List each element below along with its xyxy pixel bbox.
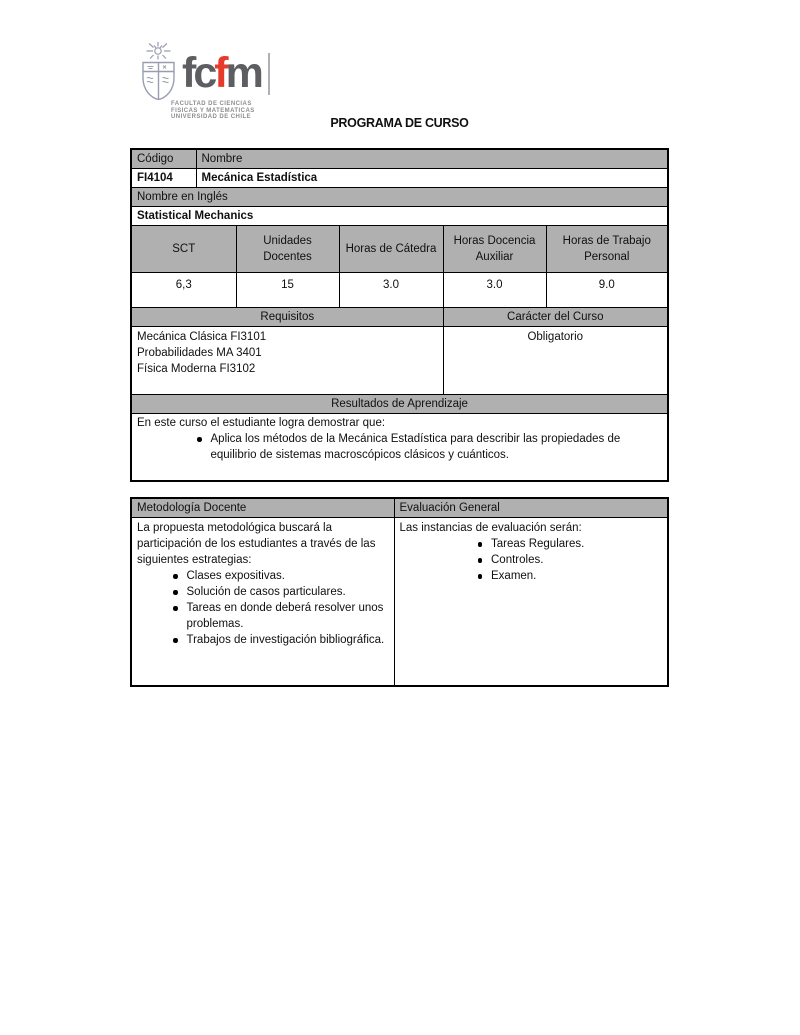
faculty-line: FACULTAD DE CIENCIAS [171, 101, 252, 107]
bullet-icon [478, 574, 483, 579]
list-item [173, 584, 389, 600]
bullet-text: Examen. [491, 570, 537, 582]
horas-catedra-header-cell: Horas de Cátedra [339, 226, 443, 273]
sct-header-cell: SCT [131, 226, 236, 273]
requisito-line: Física Moderna FI3102 [137, 363, 256, 375]
logo-letter-m: m [225, 49, 261, 97]
bullet-icon [478, 558, 483, 563]
logo-letters-fc: fc [182, 49, 215, 97]
university-crest-icon [135, 41, 182, 106]
table-row [131, 518, 668, 687]
codigo-header-cell: Código [131, 149, 196, 169]
evaluacion-value-cell [394, 518, 668, 687]
metodologia-header-cell: Metodología Docente [131, 498, 394, 518]
list-item [478, 536, 663, 552]
logo-letter-f-red: f [214, 49, 226, 97]
list-item [197, 431, 660, 463]
table-row [131, 273, 668, 308]
bullet-text: Aplica los métodos de la Mecánica Estadística para describir las propiedades de equilibrio de sistemas macroscópicos clásicos y cuánticos. [210, 433, 621, 461]
bullet-icon [173, 574, 178, 579]
course-info-table [130, 148, 669, 482]
unidades-docentes-value-cell: 15 [236, 273, 339, 308]
requisito-line: Mecánica Clásica FI3101 [137, 331, 267, 343]
table-row [131, 498, 668, 518]
table-row [131, 395, 668, 414]
requisitos-value-cell [131, 327, 443, 395]
unidades-docentes-header-cell: Unidades Docentes [236, 226, 339, 273]
nombre-ingles-value-cell: Statistical Mechanics [131, 207, 668, 226]
caracter-header-cell: Carácter del Curso [443, 308, 668, 327]
horas-catedra-value-cell: 3.0 [339, 273, 443, 308]
metodologia-intro: La propuesta metodológica buscará la participación de los estudiantes a través de las siguientes estrategias: [137, 522, 376, 566]
list-item [173, 600, 389, 632]
horas-docencia-header-cell: Horas Docencia Auxiliar [443, 226, 546, 273]
logo-divider [268, 53, 270, 95]
fcfm-logo [182, 50, 270, 96]
table-row [131, 188, 668, 207]
horas-trabajo-header-cell: Horas de Trabajo Personal [546, 226, 668, 273]
codigo-value-cell: FI4104 [131, 169, 196, 188]
nombre-header-cell: Nombre [196, 149, 668, 169]
list-item [478, 552, 663, 568]
table-row [131, 414, 668, 482]
metodologia-value-cell [131, 518, 394, 687]
bullet-icon [173, 606, 178, 611]
bullet-icon [173, 638, 178, 643]
bullet-text: Solución de casos particulares. [186, 586, 346, 598]
bullet-text: Controles. [491, 554, 544, 566]
caracter-value-cell: Obligatorio [443, 327, 668, 395]
requisito-line: Probabilidades MA 3401 [137, 347, 262, 359]
list-item [173, 568, 389, 584]
bullet-text: Tareas en donde deberá resolver unos problemas. [186, 602, 384, 630]
table-row [131, 308, 668, 327]
list-item [173, 632, 389, 648]
table-row [131, 169, 668, 188]
table-row [131, 207, 668, 226]
nombre-value-cell: Mecánica Estadística [196, 169, 668, 188]
nombre-ingles-header-cell: Nombre en Inglés [131, 188, 668, 207]
list-item [478, 568, 663, 584]
page-title: PROGRAMA DE CURSO [330, 116, 469, 130]
requisitos-header-cell: Requisitos [131, 308, 443, 327]
table-row [131, 149, 668, 169]
bullet-text: Trabajos de investigación bibliográfica. [186, 634, 385, 646]
table-row [131, 226, 668, 273]
evaluacion-header-cell: Evaluación General [394, 498, 668, 518]
bullet-text: Clases expositivas. [186, 570, 285, 582]
fcfm-logo-text [182, 50, 261, 96]
bullet-icon [173, 590, 178, 595]
horas-trabajo-value-cell: 9.0 [546, 273, 668, 308]
resultados-header-cell: Resultados de Aprendizaje [131, 395, 668, 414]
resultados-value-cell [131, 414, 668, 482]
bullet-icon [478, 542, 483, 547]
resultados-intro: En este curso el estudiante logra demostrar que: [137, 417, 386, 429]
evaluacion-intro: Las instancias de evaluación serán: [399, 522, 582, 534]
table-row [131, 327, 668, 395]
bullet-icon [197, 437, 202, 442]
methodology-evaluation-table [130, 497, 669, 687]
bullet-text: Tareas Regulares. [491, 538, 585, 550]
faculty-line: UNIVERSIDAD DE CHILE [171, 114, 252, 120]
sct-value-cell: 6,3 [131, 273, 236, 308]
faculty-line: FISICAS Y MATEMATICAS [171, 107, 255, 114]
horas-docencia-value-cell: 3.0 [443, 273, 546, 308]
